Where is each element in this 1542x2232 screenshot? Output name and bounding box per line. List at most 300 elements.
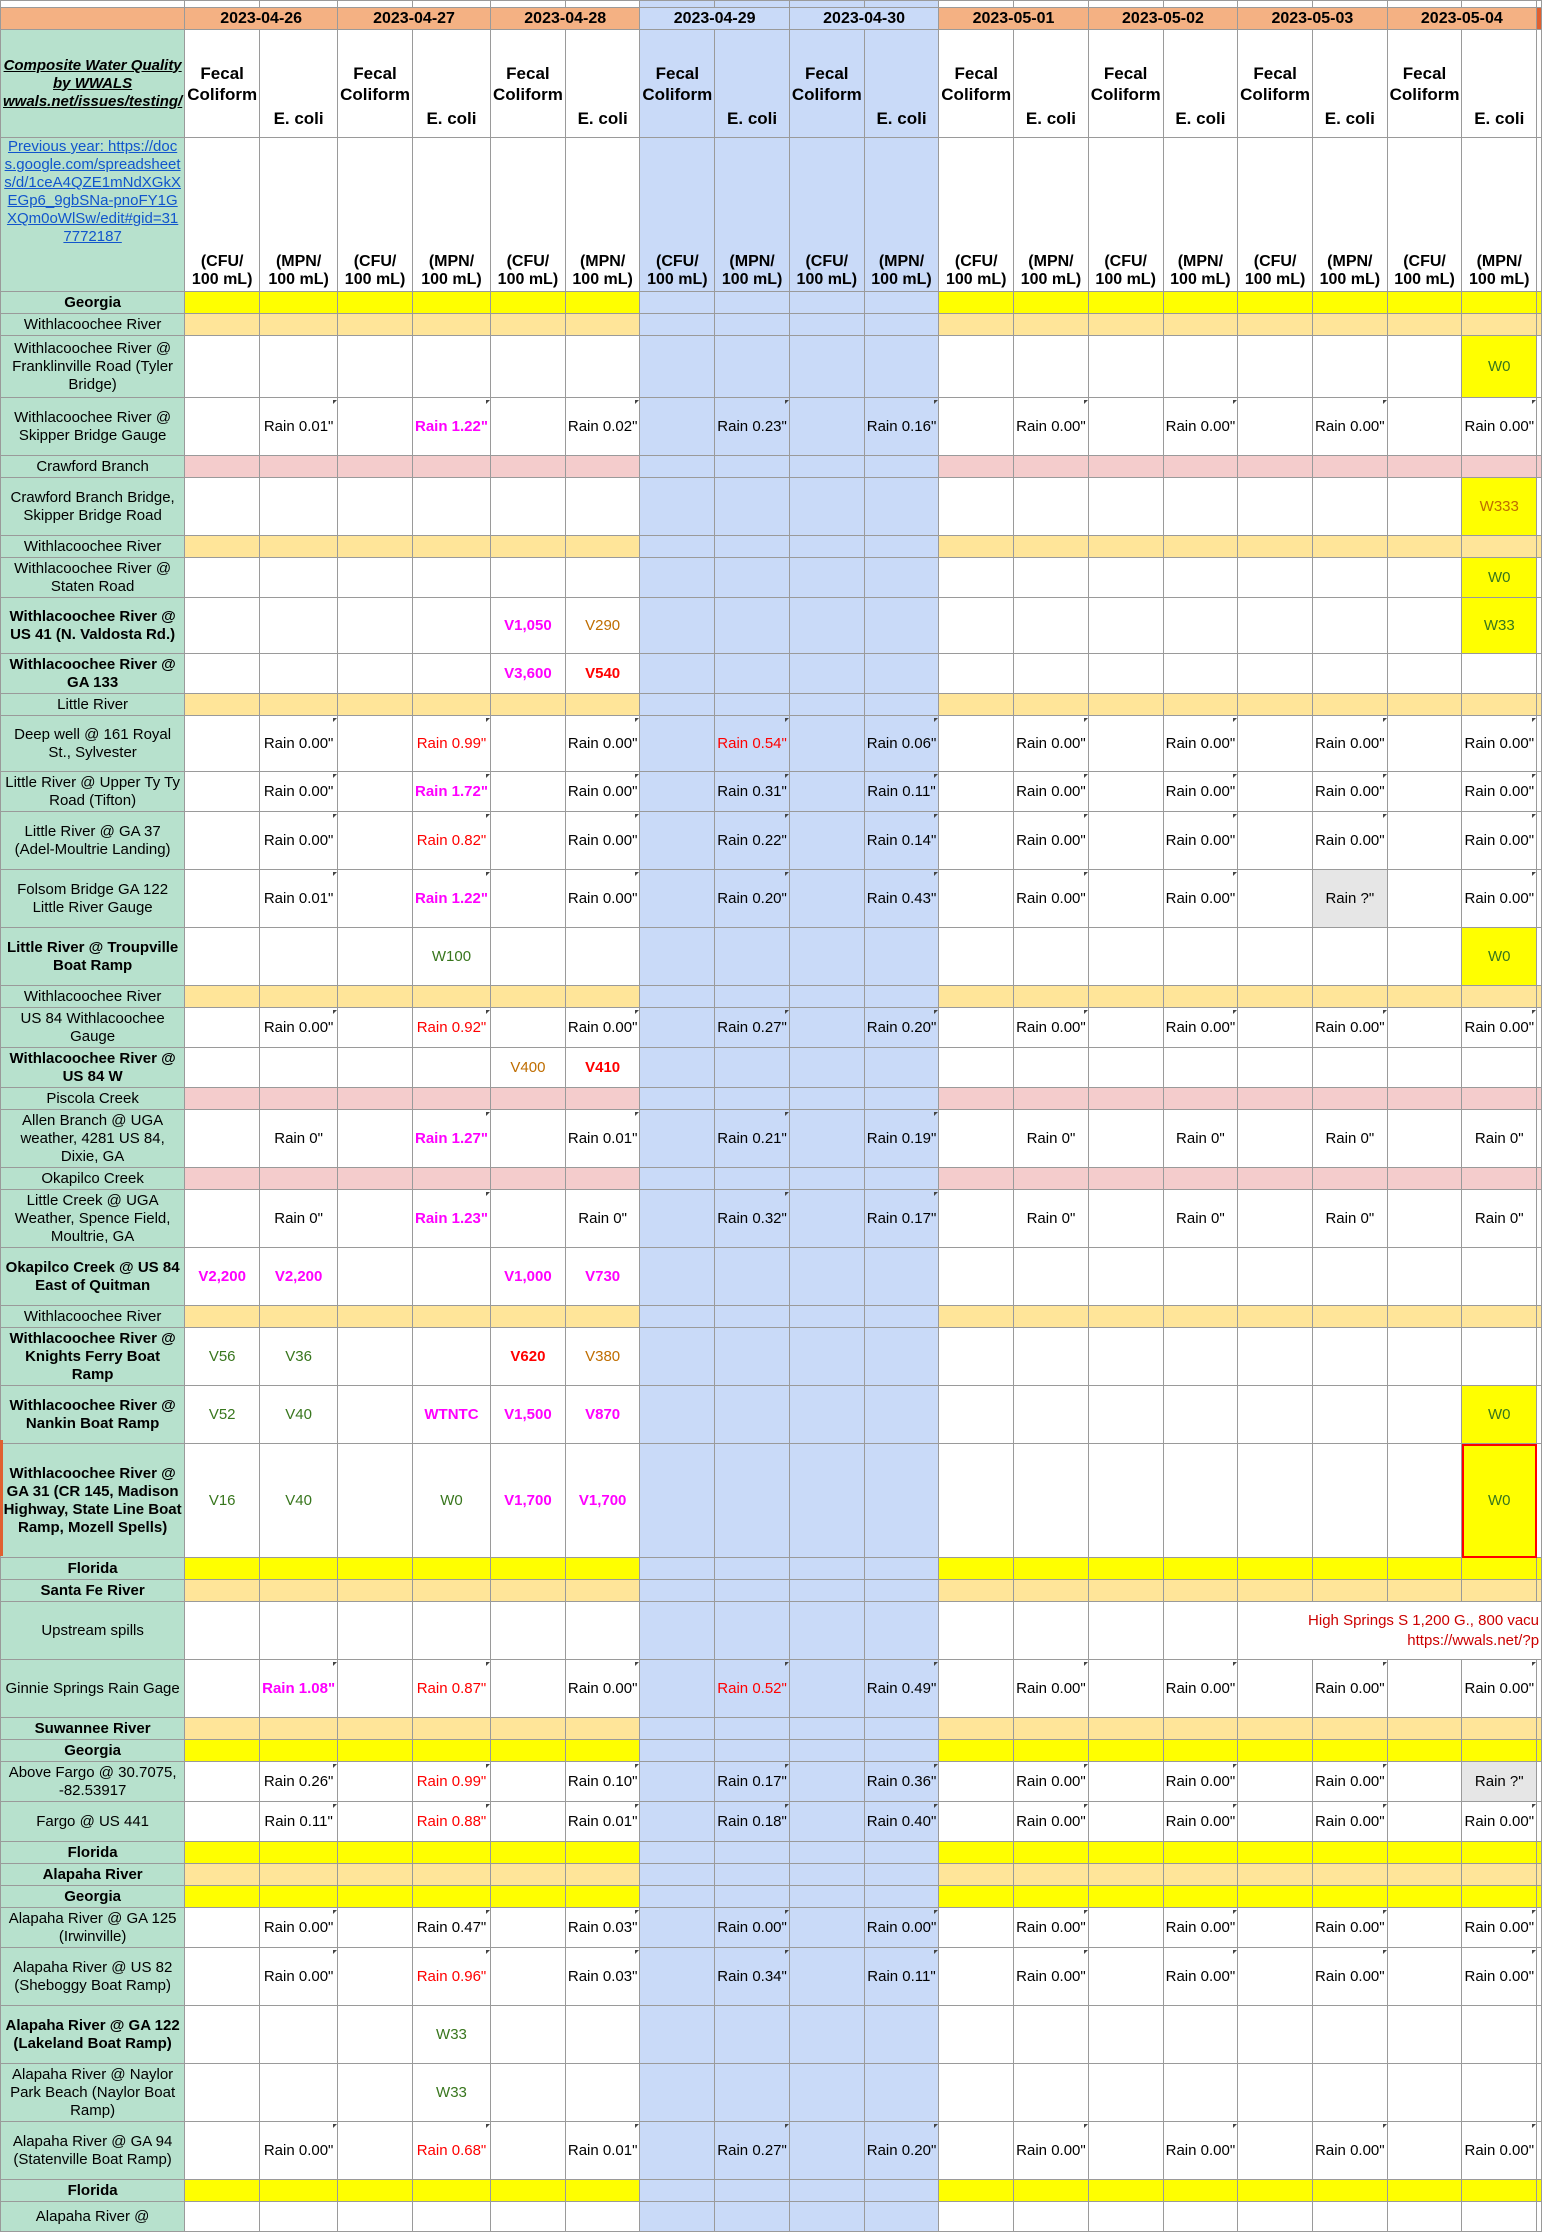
cell[interactable] [1238,716,1313,772]
unit-cell[interactable]: (CFU/ 100 mL) [939,138,1014,292]
cell[interactable] [1462,536,1537,558]
cell[interactable] [412,1842,490,1864]
unit-cell[interactable]: (CFU/ 100 mL) [1238,138,1313,292]
rain-value-cell[interactable]: Rain 0.00" [565,772,640,812]
cell[interactable] [260,2006,338,2064]
cell[interactable] [1088,398,1163,456]
overflow-cell[interactable] [1537,1386,1542,1444]
cell[interactable] [565,478,640,536]
cell[interactable] [260,1602,338,1660]
site-label[interactable]: Alapaha River @ [1,2202,185,2232]
overflow-cell[interactable] [1537,1842,1542,1864]
cell[interactable] [715,598,790,654]
cell[interactable] [939,478,1014,536]
cell[interactable] [1163,1864,1238,1886]
cell[interactable] [640,314,715,336]
rain-value-cell[interactable]: Rain 0.00" [260,1008,338,1048]
cell[interactable] [1313,2006,1388,2064]
cell[interactable] [1088,1248,1163,1306]
sample-value-cell[interactable]: W0 [412,1444,490,1558]
cell[interactable] [1387,1444,1462,1558]
cell[interactable] [864,1386,939,1444]
date-header-2023-05-04[interactable]: 2023-05-04 [1387,8,1536,30]
cell[interactable] [715,1444,790,1558]
cell[interactable] [1238,1740,1313,1762]
cell[interactable] [939,1,1014,8]
cell[interactable] [1014,598,1089,654]
cell[interactable] [789,1864,864,1886]
overflow-cell[interactable] [1537,292,1542,314]
cell[interactable] [185,1048,260,1088]
cell[interactable] [1238,1580,1313,1602]
cell[interactable] [1238,1110,1313,1168]
unit-cell[interactable]: (CFU/ 100 mL) [640,138,715,292]
rain-value-cell[interactable]: Rain 1.27" [412,1110,490,1168]
cell[interactable] [789,2006,864,2064]
cell[interactable] [640,1190,715,1248]
rain-value-cell[interactable]: Rain 1.08" [260,1660,338,1718]
cell[interactable] [412,694,490,716]
rain-value-cell[interactable]: Rain 0.32" [715,1190,790,1248]
cell[interactable] [1163,456,1238,478]
overflow-cell[interactable] [1537,1168,1542,1190]
cell[interactable] [789,398,864,456]
cell[interactable] [565,1864,640,1886]
cell[interactable] [789,1580,864,1602]
cell[interactable] [185,536,260,558]
cell[interactable] [1163,2064,1238,2122]
cell[interactable] [1462,2180,1537,2202]
cell[interactable] [1088,2180,1163,2202]
cell[interactable] [1163,2180,1238,2202]
cell[interactable] [1238,1190,1313,1248]
cell[interactable] [260,1168,338,1190]
overflow-cell[interactable] [1537,986,1542,1008]
cell[interactable] [1163,1328,1238,1386]
overflow-cell[interactable] [1537,812,1542,870]
site-label[interactable]: Little River @ GA 37 (Adel-Moultrie Landing) [1,812,185,870]
cell[interactable] [185,1558,260,1580]
cell[interactable] [1014,1558,1089,1580]
cell[interactable] [490,1908,565,1948]
cell[interactable] [939,1718,1014,1740]
cell[interactable] [1238,2202,1313,2232]
cell[interactable] [939,1580,1014,1602]
rain-value-cell[interactable]: Rain 0.20" [715,870,790,928]
cell[interactable] [1387,986,1462,1008]
rain-value-cell[interactable]: Rain 0.11" [864,772,939,812]
cell[interactable] [1238,2006,1313,2064]
cell[interactable] [1088,1602,1163,1660]
cell[interactable] [1014,928,1089,986]
site-label[interactable]: Ginnie Springs Rain Gage [1,1660,185,1718]
cell[interactable] [640,1740,715,1762]
cell[interactable] [715,536,790,558]
cell[interactable] [185,1762,260,1802]
cell[interactable] [640,2064,715,2122]
sample-value-cell[interactable]: W0 [1462,336,1537,398]
site-label[interactable]: Withlacoochee River @ US 84 W [1,1048,185,1088]
unit-cell[interactable]: (CFU/ 100 mL) [1387,138,1462,292]
cell[interactable] [185,772,260,812]
cell[interactable] [1163,1306,1238,1328]
cell[interactable] [338,536,413,558]
site-label[interactable]: Withlacoochee River @ GA 31 (CR 145, Madison Highway, State Line Boat Ramp, Mozell Spells) [1,1444,185,1558]
cell[interactable] [640,1248,715,1306]
rain-value-cell[interactable]: Rain 0.00" [260,772,338,812]
cell[interactable] [1313,2180,1388,2202]
cell[interactable] [1088,536,1163,558]
cell[interactable] [185,2006,260,2064]
sample-value-cell[interactable]: W33 [1462,598,1537,654]
cell[interactable] [185,654,260,694]
cell[interactable] [640,1762,715,1802]
cell[interactable] [260,478,338,536]
cell[interactable] [1088,336,1163,398]
cell[interactable] [640,1602,715,1660]
cell[interactable] [1088,1168,1163,1190]
cell[interactable] [490,870,565,928]
cell[interactable] [1313,1168,1388,1190]
cell[interactable] [490,694,565,716]
overflow-cell[interactable] [1537,336,1542,398]
cell[interactable] [185,1306,260,1328]
cell[interactable] [260,536,338,558]
cell[interactable] [864,1580,939,1602]
cell[interactable] [490,536,565,558]
unit-cell[interactable]: (MPN/ 100 mL) [565,138,640,292]
cell[interactable] [490,2202,565,2232]
cell[interactable] [1163,336,1238,398]
cell[interactable] [1387,1762,1462,1802]
overflow-cell[interactable] [1537,314,1542,336]
cell[interactable] [260,314,338,336]
cell[interactable] [565,2202,640,2232]
rain-value-cell[interactable]: Rain 0.00" [1163,1762,1238,1802]
cell[interactable] [185,1008,260,1048]
cell[interactable] [565,314,640,336]
unit-cell[interactable]: (MPN/ 100 mL) [715,138,790,292]
rain-value-cell[interactable]: Rain 0.00" [1462,870,1537,928]
cell[interactable] [864,1740,939,1762]
cell[interactable] [939,772,1014,812]
site-label[interactable]: Allen Branch @ UGA weather, 4281 US 84, Dixie, GA [1,1110,185,1168]
date-header-2023-04-29[interactable]: 2023-04-29 [640,8,789,30]
cell[interactable] [789,336,864,398]
cell[interactable] [939,2006,1014,2064]
rain-value-cell[interactable]: Rain 0.47" [412,1908,490,1948]
overflow-cell[interactable] [1537,716,1542,772]
cell[interactable] [715,1386,790,1444]
cell[interactable] [1313,558,1388,598]
rain-value-cell[interactable]: Rain 0" [1014,1190,1089,1248]
cell[interactable] [1238,1248,1313,1306]
cell[interactable] [490,1306,565,1328]
cell[interactable] [789,292,864,314]
cell[interactable] [338,1008,413,1048]
rain-value-cell[interactable]: Rain 0.34" [715,1948,790,2006]
cell[interactable] [640,1558,715,1580]
date-header-overflow[interactable] [1537,8,1542,30]
cell[interactable] [1238,478,1313,536]
cell[interactable] [715,694,790,716]
cell[interactable] [185,1718,260,1740]
cell[interactable] [715,1842,790,1864]
cell[interactable] [1014,2202,1089,2232]
cell[interactable] [1238,654,1313,694]
cell[interactable] [185,1908,260,1948]
cell[interactable] [939,2180,1014,2202]
cell[interactable] [1387,716,1462,772]
rain-value-cell[interactable]: Rain 0.00" [1014,1948,1089,2006]
overflow-cell[interactable] [1537,1948,1542,2006]
cell[interactable] [490,1802,565,1842]
cell[interactable] [789,2202,864,2232]
sample-value-cell[interactable]: V1,700 [565,1444,640,1558]
cell[interactable] [260,694,338,716]
cell[interactable] [1462,1,1537,8]
unit-cell[interactable]: (CFU/ 100 mL) [338,138,413,292]
cell[interactable] [939,1168,1014,1190]
cell[interactable] [490,1008,565,1048]
overflow-cell[interactable] [1537,2122,1542,2180]
cell[interactable] [864,654,939,694]
cell[interactable] [640,1168,715,1190]
rain-value-cell[interactable]: Rain 0.00" [1313,1908,1388,1948]
date-header-2023-04-26[interactable]: 2023-04-26 [185,8,338,30]
cell[interactable] [490,558,565,598]
cell[interactable] [412,1580,490,1602]
cell[interactable] [864,536,939,558]
sample-value-cell[interactable]: V36 [260,1328,338,1386]
cell[interactable] [864,2202,939,2232]
cell[interactable] [1462,456,1537,478]
cell[interactable] [864,1602,939,1660]
overflow-cell[interactable] [1537,1740,1542,1762]
rain-value-cell[interactable]: Rain 0.00" [864,1908,939,1948]
cell[interactable] [185,1660,260,1718]
rain-value-cell[interactable]: Rain 0.00" [565,1660,640,1718]
cell[interactable] [1387,1008,1462,1048]
cell[interactable] [1387,536,1462,558]
cell[interactable] [412,1558,490,1580]
sample-value-cell[interactable]: W333 [1462,478,1537,536]
cell[interactable] [412,654,490,694]
cell[interactable] [1387,1864,1462,1886]
cell[interactable] [565,928,640,986]
cell[interactable] [715,558,790,598]
date-corner-cell[interactable] [1,8,185,30]
cell[interactable] [260,2202,338,2232]
cell[interactable] [939,558,1014,598]
rain-value-cell[interactable]: Rain 0.00" [1313,1762,1388,1802]
cell[interactable] [1238,456,1313,478]
cell[interactable] [1313,1886,1388,1908]
cell[interactable] [338,2202,413,2232]
cell[interactable] [1313,1386,1388,1444]
cell[interactable] [490,456,565,478]
sample-value-cell[interactable]: W33 [412,2064,490,2122]
cell[interactable] [260,1864,338,1886]
cell[interactable] [185,598,260,654]
unit-cell[interactable]: (MPN/ 100 mL) [1313,138,1388,292]
overflow-cell[interactable] [1537,2202,1542,2232]
cell[interactable] [185,1864,260,1886]
e-coli-header[interactable]: E. coli [1313,30,1388,138]
fecal-coliform-header[interactable]: Fecal Coliform [789,30,864,138]
cell[interactable] [1088,1008,1163,1048]
rain-value-cell[interactable]: Rain 0.00" [1462,1948,1537,2006]
cell[interactable] [789,1,864,8]
site-label[interactable]: Alapaha River @ GA 94 (Statenville Boat Ramp) [1,2122,185,2180]
e-coli-header[interactable]: E. coli [1014,30,1089,138]
cell[interactable] [185,292,260,314]
cell[interactable] [1238,772,1313,812]
sample-value-cell[interactable]: V1,700 [490,1444,565,1558]
cell[interactable] [715,292,790,314]
cell[interactable] [640,1580,715,1602]
cell[interactable] [939,536,1014,558]
cell[interactable] [412,292,490,314]
cell[interactable] [565,1,640,8]
cell[interactable] [789,928,864,986]
cell[interactable] [185,398,260,456]
cell[interactable] [1163,1168,1238,1190]
cell[interactable] [939,1802,1014,1842]
rain-value-cell[interactable]: Rain 0.03" [565,1948,640,2006]
rain-value-cell[interactable]: Rain 0.00" [260,2122,338,2180]
cell[interactable] [939,654,1014,694]
cell[interactable] [1163,1088,1238,1110]
cell[interactable] [1238,1088,1313,1110]
site-label[interactable]: Withlacoochee River @ Skipper Bridge Gauge [1,398,185,456]
cell[interactable] [412,1602,490,1660]
cell[interactable] [260,558,338,598]
cell[interactable] [939,2064,1014,2122]
cell[interactable] [789,1718,864,1740]
cell[interactable] [1014,2064,1089,2122]
cell[interactable] [1088,1762,1163,1802]
cell[interactable] [260,986,338,1008]
cell[interactable] [1387,1110,1462,1168]
rain-value-cell[interactable]: Rain 0.00" [1163,2122,1238,2180]
cell[interactable] [1238,292,1313,314]
rain-value-cell[interactable]: Rain 0.00" [260,716,338,772]
cell[interactable] [1238,314,1313,336]
overflow-cell[interactable] [1537,1718,1542,1740]
site-label[interactable]: Withlacoochee River @ Franklinville Road (Tyler Bridge) [1,336,185,398]
cell[interactable] [1238,694,1313,716]
cell[interactable] [565,456,640,478]
date-header-2023-04-30[interactable]: 2023-04-30 [789,8,938,30]
e-coli-header[interactable]: E. coli [260,30,338,138]
cell[interactable] [1014,1048,1089,1088]
site-label[interactable]: Crawford Branch Bridge, Skipper Bridge Road [1,478,185,536]
section-label[interactable]: Suwannee River [1,1718,185,1740]
cell[interactable] [1537,1,1542,8]
cell[interactable] [1088,1948,1163,2006]
cell[interactable] [640,870,715,928]
cell[interactable] [715,1048,790,1088]
rain-value-cell[interactable]: Rain 0.10" [565,1762,640,1802]
cell[interactable] [789,870,864,928]
sample-value-cell[interactable]: V40 [260,1386,338,1444]
cell[interactable] [338,558,413,598]
cell[interactable] [1238,2064,1313,2122]
cell[interactable] [864,1864,939,1886]
cell[interactable] [185,1948,260,2006]
rain-value-cell[interactable]: Rain 0.00" [1313,812,1388,870]
section-label[interactable]: Okapilco Creek [1,1168,185,1190]
rain-value-cell[interactable]: Rain 0.14" [864,812,939,870]
cell[interactable] [789,1110,864,1168]
cell[interactable] [939,1008,1014,1048]
rain-value-cell[interactable]: Rain 0.22" [715,812,790,870]
cell[interactable] [1387,1248,1462,1306]
site-label[interactable]: Fargo @ US 441 [1,1802,185,1842]
unit-cell[interactable]: (MPN/ 100 mL) [260,138,338,292]
rain-value-cell[interactable]: Rain 1.22" [412,398,490,456]
fecal-coliform-header[interactable]: Fecal Coliform [338,30,413,138]
rain-value-cell[interactable]: Rain 0" [1462,1110,1537,1168]
cell[interactable] [1088,1110,1163,1168]
rain-value-cell[interactable]: Rain 0.00" [565,716,640,772]
cell[interactable] [185,1088,260,1110]
rain-value-cell[interactable]: Rain 1.22" [412,870,490,928]
cell[interactable] [185,2122,260,2180]
cell[interactable] [1387,1740,1462,1762]
rain-value-cell[interactable]: Rain ?" [1462,1762,1537,1802]
cell[interactable] [640,1802,715,1842]
cell[interactable] [789,2180,864,2202]
date-header-2023-05-02[interactable]: 2023-05-02 [1088,8,1237,30]
cell[interactable] [1313,654,1388,694]
cell[interactable] [640,1386,715,1444]
rain-value-cell[interactable]: Rain 0" [260,1190,338,1248]
cell[interactable] [1238,1864,1313,1886]
cell[interactable] [490,1740,565,1762]
cell[interactable] [1387,1580,1462,1602]
cell[interactable] [1462,986,1537,1008]
cell[interactable] [715,2180,790,2202]
cell[interactable] [260,456,338,478]
cell[interactable] [789,1886,864,1908]
cell[interactable] [715,1740,790,1762]
cell[interactable] [1014,478,1089,536]
cell[interactable] [789,1168,864,1190]
cell[interactable] [490,1602,565,1660]
overflow-cell[interactable] [1537,694,1542,716]
rain-value-cell[interactable]: Rain 0.00" [1163,812,1238,870]
cell[interactable] [1238,398,1313,456]
cell[interactable] [490,292,565,314]
cell[interactable] [939,1386,1014,1444]
cell[interactable] [490,928,565,986]
cell[interactable] [565,1718,640,1740]
rain-value-cell[interactable]: Rain 0" [1163,1190,1238,1248]
cell[interactable] [490,1168,565,1190]
cell[interactable] [640,1008,715,1048]
sample-value-cell[interactable]: V400 [490,1048,565,1088]
rain-value-cell[interactable]: Rain 0.19" [864,1110,939,1168]
cell[interactable] [260,1842,338,1864]
cell[interactable] [1387,1168,1462,1190]
overflow-cell[interactable] [1537,1908,1542,1948]
cell[interactable] [789,694,864,716]
cell[interactable] [864,478,939,536]
cell[interactable] [1387,1088,1462,1110]
sample-value-cell[interactable]: W100 [412,928,490,986]
